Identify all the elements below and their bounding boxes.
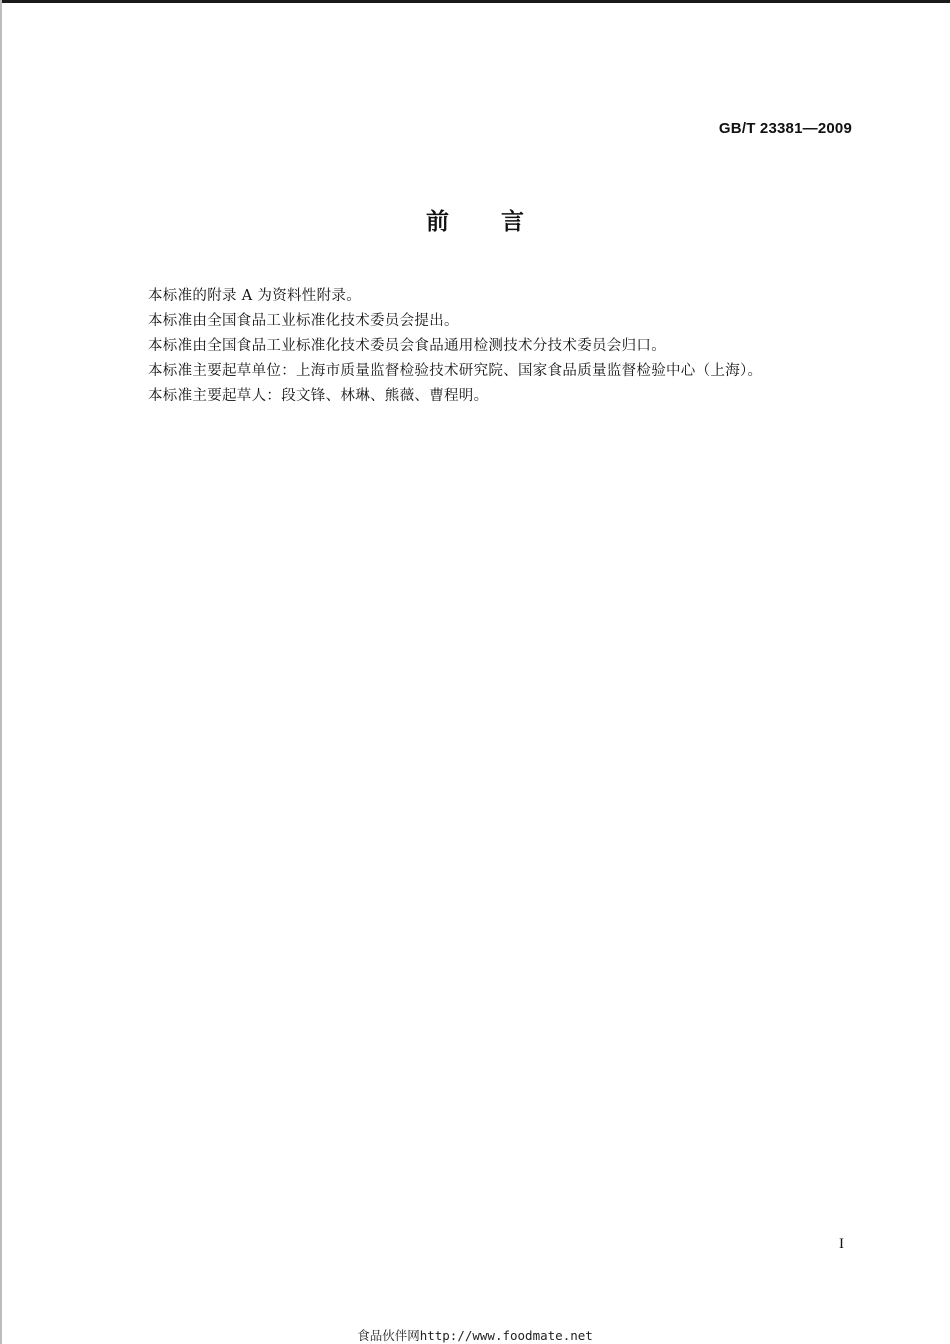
- page-number: I: [839, 1236, 844, 1252]
- scan-edge-left: [0, 0, 2, 1344]
- standard-code: GB/T 23381—2009: [718, 120, 852, 137]
- paragraph-jurisdiction: 本标准由全国食品工业标准化技术委员会食品通用检测技术分技术委员会归口。: [148, 338, 666, 354]
- footer-watermark-text: 食品伙伴网http://www.foodmate.net: [357, 1328, 593, 1343]
- preface-body: [148, 284, 848, 409]
- paragraph-drafting-units: 本标准主要起草单位：上海市质量监督检验技术研究院、国家食品质量监督检验中心（上海）。: [148, 363, 763, 379]
- paragraph-proposer: 本标准由全国食品工业标准化技术委员会提出。: [148, 313, 459, 329]
- page-title: 前言: [426, 209, 576, 235]
- paragraph-drafters: 本标准主要起草人：段文锋、林琳、熊薇、曹程明。: [148, 388, 489, 404]
- paragraph-appendix: 本标准的附录 A 为资料性附录。: [148, 288, 361, 304]
- scan-edge-top: [0, 0, 950, 3]
